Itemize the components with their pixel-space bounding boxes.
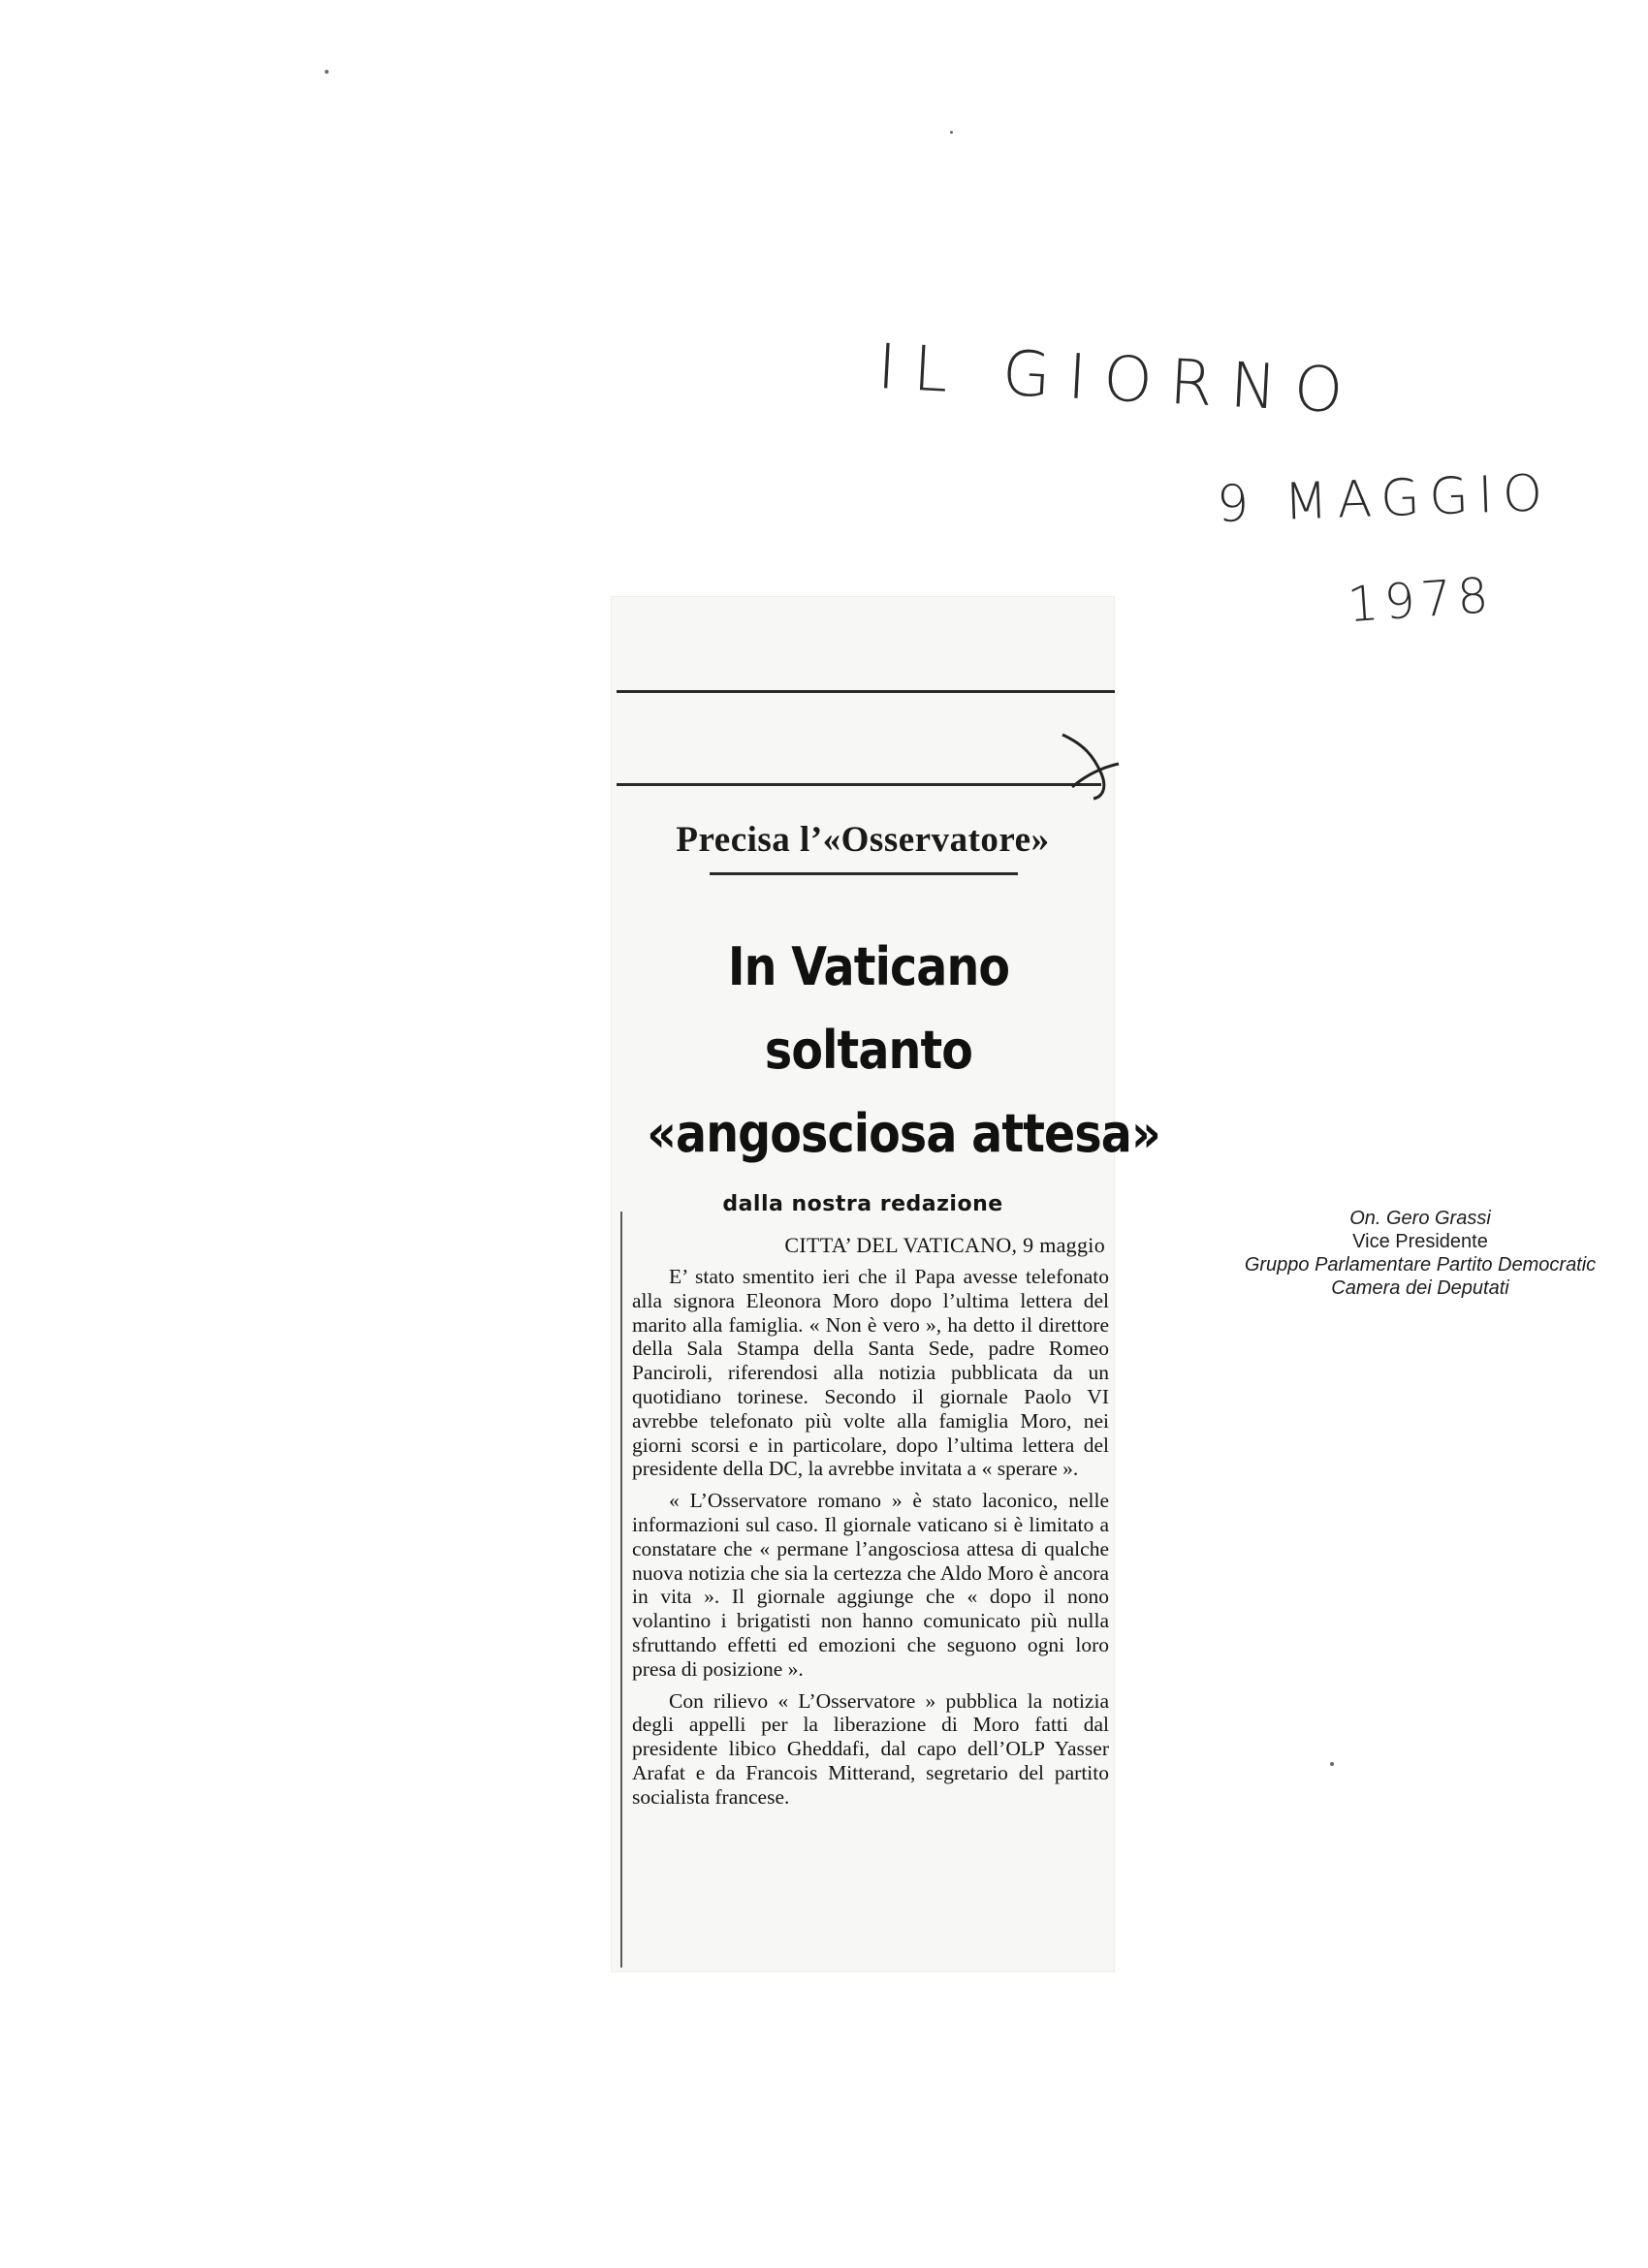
article-dateline: CITTA’ DEL VATICANO, 9 maggio [784,1233,1105,1257]
stamp-chamber: Camera dei Deputati [1331,1277,1509,1299]
handwritten-date: 9 MAGGIO [1216,463,1553,535]
clipping-column-rule [620,1212,622,1968]
article-headline [647,926,1160,1176]
scan-speck [950,131,953,134]
stamp-name: On. Gero Grassi [1349,1208,1491,1229]
clipping-top-rule [617,690,1115,693]
headline-line: «angosciosa attesa» [647,1103,1160,1164]
pen-mark-icon [1055,727,1123,804]
handwritten-newspaper-name: IL GIORNO [875,331,1363,428]
scan-speck [325,70,329,74]
clipping-header-rule [617,783,1101,786]
stamp-role: Vice Presidente [1352,1231,1488,1252]
article-body [632,1265,1109,1817]
article-kicker: Precisa l’«Osservatore» [676,820,1050,860]
office-stamp [1207,1207,1633,1300]
article-paragraph: « L’Osservatore romano » è stato laconico, nelle informazioni sul caso. Il giornale vaticano si è limitato a constatare che « permane l’angosciosa attesa di qualche nuova notizia che sia la certezza che Aldo Moro è ancora in vita ». Il giornale aggiunge che « dopo il nono volantino i brigatisti non hanno comunicato più nulla sfruttando effetti ed emozioni che seguono ogni loro presa di posizione ». [632,1489,1109,1681]
article-byline: dalla nostra redazione [722,1192,1003,1216]
stamp-group: Gruppo Parlamentare Partito Democratic [1244,1254,1597,1276]
article-paragraph: Con rilievo « L’Osservatore » pubblica la notizia degli appelli per la liberazione di Moro fatti dal presidente libico Gheddafi, dal capo dell’OLP Yasser Arafat e da Francois Mitterand, segretario del partito socialista francese. [632,1688,1109,1809]
article-paragraph: E’ stato smentito ieri che il Papa avesse telefonato alla signora Eleonora Moro dopo l’ultima lettera del marito alla famiglia. « Non è vero », ha detto il direttore della Sala Stampa della Santa Sede, padre Romeo Panciroli, riferendosi alla notizia pubblicata da un quotidiano torinese. Secondo il giornale Paolo VI avrebbe telefonato più volte alla famiglia Moro, nei giorni scorsi e in particolare, dopo l’ultima lettera del presidente della DC, la avrebbe invitata a « sperare ». [632,1265,1109,1481]
handwritten-year: 1978 [1346,566,1497,634]
headline-line: soltanto [764,1020,973,1081]
headline-line: In Vaticano [727,936,1010,997]
kicker-underline [710,872,1018,875]
scan-speck [1330,1762,1334,1766]
